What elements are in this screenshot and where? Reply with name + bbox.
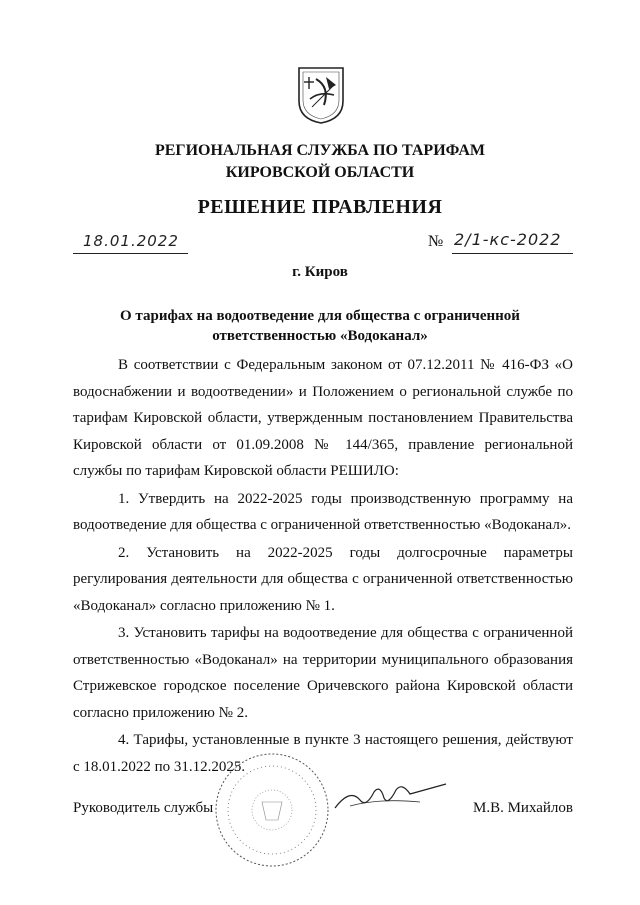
signer-title: Руководитель службы bbox=[73, 800, 214, 816]
signature-block bbox=[73, 800, 573, 824]
date-handwritten: 18.01.2022 bbox=[83, 232, 179, 250]
signer-name: М.В. Михайлов bbox=[472, 800, 573, 816]
number-sign: № bbox=[428, 233, 444, 250]
authority-name bbox=[0, 140, 640, 184]
authority-line-2: КИРОВСКОЙ ОБЛАСТИ bbox=[225, 164, 415, 181]
decision-item-3: 3. Установить тарифы на водоотведение для общества с ограниченной ответственностью «Водоканал» на территории муниципального образования Стрижевское городское поселение Оричевского района Кировской области согласно приложению № 2. bbox=[73, 625, 573, 721]
authority-line-1: РЕГИОНАЛЬНАЯ СЛУЖБА ПО ТАРИФАМ bbox=[154, 142, 486, 159]
document-body bbox=[73, 352, 573, 780]
document-number bbox=[428, 228, 573, 256]
number-underline bbox=[452, 253, 573, 254]
number-handwritten: 2/1-кс-2022 bbox=[454, 230, 562, 249]
subject-line-2: ответственностью «Водоканал» bbox=[212, 328, 428, 344]
decision-item-1: 1. Утвердить на 2022-2025 годы производственную программу на водоотведение для общества с ограниченной ответственностью «Водоканал». bbox=[73, 490, 573, 533]
city: г. Киров bbox=[292, 264, 348, 280]
decision-item-2: 2. Установить на 2022-2025 годы долгосрочные параметры регулирования деятельности для общества с ограниченной ответственностью «Водоканал» согласно приложению № 1. bbox=[73, 544, 573, 614]
coat-of-arms-icon bbox=[296, 65, 346, 125]
document-subject bbox=[70, 306, 570, 346]
decision-item-4: 4. Тарифы, установленные в пункте 3 настоящего решения, действуют с 18.01.2022 по 31.12.2025. bbox=[73, 732, 573, 775]
document-type: РЕШЕНИЕ ПРАВЛЕНИЯ bbox=[197, 196, 443, 218]
document-date bbox=[73, 232, 188, 256]
date-underline bbox=[73, 253, 188, 254]
subject-line-1: О тарифах на водоотведение для общества с ограниченной bbox=[120, 308, 520, 324]
preamble: В соответствии с Федеральным законом от 07.12.2011 № 416-ФЗ «О водоснабжении и водоотведении» и Положением о региональной службе по тарифам Кировской области, утвержденным постановлением Правительства Кировской области от 01.09.2008 № 144/365, правление региональной службы по тарифам Кировской области РЕШИЛО: bbox=[73, 357, 573, 479]
